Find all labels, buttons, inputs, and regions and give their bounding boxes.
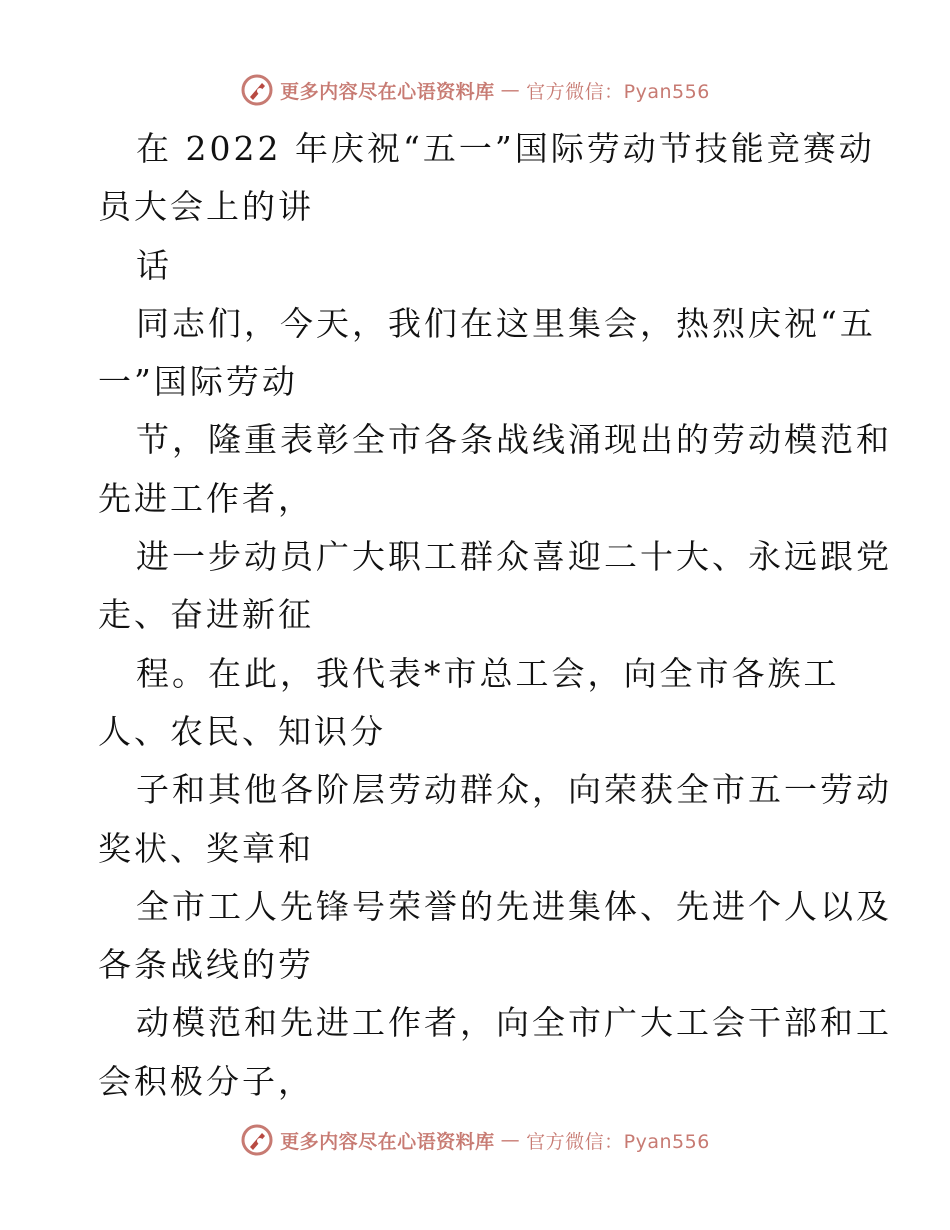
watermark-separator: — — [500, 79, 521, 101]
text-line: 全市工人先锋号荣誉的先进集体、先进个人以及 — [136, 886, 892, 926]
text-line: 程。在此，我代表*市总工会，向全市各族工 — [136, 653, 840, 693]
text-line: 员大会上的讲 — [98, 187, 314, 227]
watermark-separator: — — [500, 1129, 521, 1151]
watermark-contact-text: 官方微信：Pyan556 — [526, 80, 710, 103]
text-line: 话 — [136, 245, 172, 285]
text-line: 动模范和先进工作者，向全市广大工会干部和工 — [136, 1003, 892, 1043]
text-line: 人、农民、知识分 — [98, 711, 386, 751]
text-line: 先进工作者， — [98, 478, 314, 518]
text-line: 会积极分子， — [98, 1061, 314, 1101]
text-line: 在 2022 年庆祝“五一”国际劳动节技能竞赛动 — [136, 129, 875, 168]
text-line: 各条战线的劳 — [98, 945, 314, 985]
text-line: 一”国际劳动 — [98, 362, 298, 402]
text-line: 节，隆重表彰全市各条战线涌现出的劳动模范和 — [136, 420, 892, 460]
watermark-site-text: 更多内容尽在心语资料库 — [280, 1130, 495, 1153]
footer-watermark — [0, 1120, 950, 1160]
text-line: 同志们，今天，我们在这里集会，热烈庆祝“五 — [136, 303, 876, 343]
text-line: 子和其他各阶层劳动群众，向荣获全市五一劳动 — [136, 770, 892, 810]
text-line: 走、奋进新征 — [98, 595, 314, 635]
document-body — [98, 120, 892, 1111]
pen-seal-icon — [240, 1123, 274, 1157]
watermark-site-text: 更多内容尽在心语资料库 — [280, 80, 495, 103]
pen-seal-icon — [240, 73, 274, 107]
text-line: 奖状、奖章和 — [98, 828, 314, 868]
text-line: 进一步动员广大职工群众喜迎二十大、永远跟党 — [136, 537, 892, 577]
header-watermark — [0, 70, 950, 110]
watermark-contact-text: 官方微信：Pyan556 — [526, 1130, 710, 1153]
